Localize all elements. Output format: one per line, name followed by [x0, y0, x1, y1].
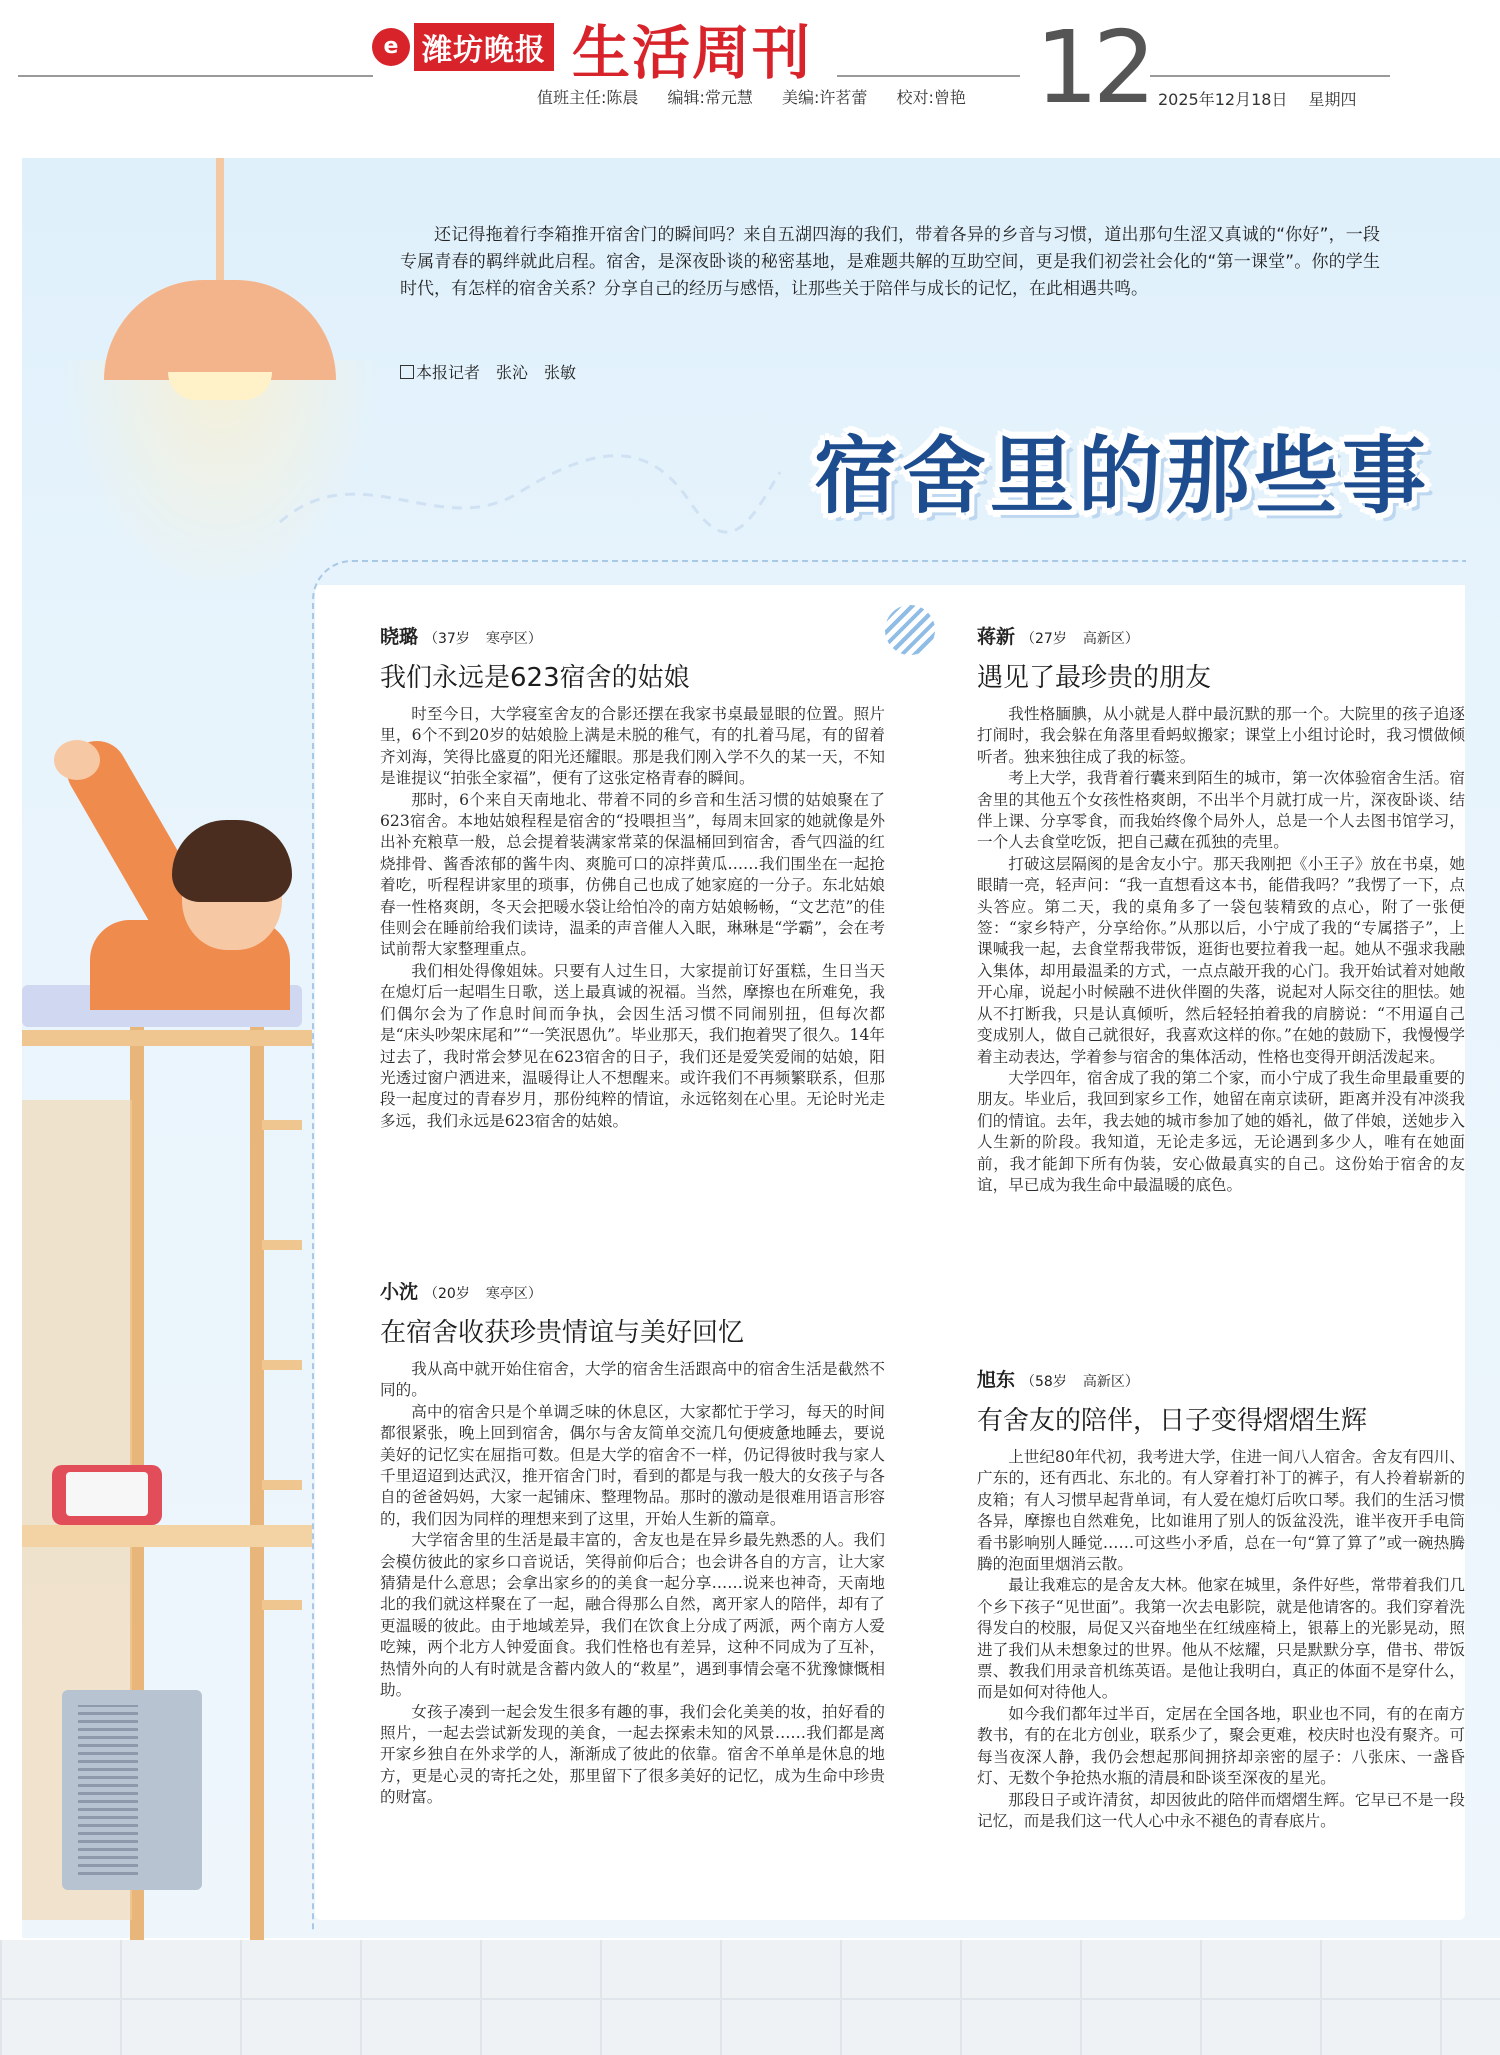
- article-paragraph: 那时，6个来自天南地北、带着不同的乡音和生活习惯的姑娘聚在了623宿舍。本地姑娘程程是宿舍的“投喂担当”，每周末回家的她就像是外出补充粮草一般，总会提着装满家常菜的保温桶回到宿舍，香气四溢的红烧排骨、酱香浓郁的酱牛肉、爽脆可口的凉拌黄瓜……我们围坐在一起抢着吃，听程程讲家里的琐事，仿佛自己也成了她家庭的一分子。东北姑娘春一性格爽朗，冬天会把暖水袋让给怕冷的南方姑娘畅畅，“文艺范”的佳佳则会在睡前给我们读诗，温柔的声音催人入眠，琳琳是“学霸”，会在考试前帮大家整理重点。: [380, 790, 885, 959]
- article-paragraph: 上世纪80年代初，我考进大学，住进一间八人宿舍。舍友有四川、广东的，还有西北、东北的。有人穿着打补丁的裤子，有人拎着崭新的皮箱；有人习惯早起背单词，有人爱在熄灯后吹口琴。我们的生活习惯各异，摩擦也自然难免，比如谁用了别人的饭盆没洗，谁半夜开手电筒看书影响别人睡觉……可这些小矛盾，总在一句“算了算了”或一碗热腾腾的泡面里烟消云散。: [977, 1448, 1465, 1574]
- computer-case-vents: [78, 1705, 138, 1875]
- author-name: 蒋新: [977, 626, 1016, 648]
- credit-proofreader: 校对:曾艳: [896, 88, 966, 107]
- article-paragraph: 打破这层隔阂的是舍友小宁。那天我刚把《小王子》放在书桌，她眼睛一亮，轻声问：“我一直想看这本书，能借我吗？”我愣了一下，点头答应。第二天，我的桌角多了一袋包装精致的点心，附了一张便签：“家乡特产，分享给你。”从那以后，小宁成了我的“专属搭子”，上课喊我一起，去食堂帮我带饭，逛街也要拉着我一起。她从不强求我融入集体，却用最温柔的方式，一点点敲开我的心门。我开始试着对她敞开心扉，说起小时候融不进伙伴圈的失落，说起对人际交往的胆怯。她从不打断我，只是认真倾听，然后轻轻拍着我的肩膀说：“不用逼自己变成别人，做自己就很好，我喜欢这样的你。”在她的鼓励下，我慢慢学着主动表达，学着参与宿舍的集体活动，性格也变得开朗活泼起来。: [977, 854, 1465, 1066]
- article-xudong: [977, 1365, 1465, 1832]
- ladder-rung-4: [262, 1480, 302, 1490]
- feature-title-text: 宿舍里的那些事: [813, 426, 1430, 525]
- ladder-rung-2: [262, 1240, 302, 1250]
- credit-editor: 编辑:常元慧: [667, 88, 753, 107]
- article-paragraph: 那段日子或许清贫，却因彼此的陪伴而熠熠生辉。它早已不是一段记忆，而是我们这一代人心中永不褪色的青春底片。: [977, 1790, 1465, 1830]
- weekday-text: 星期四: [1308, 90, 1357, 109]
- author-district: 寒亭区）: [485, 1286, 542, 1302]
- logo-text: 潍坊晚报: [414, 23, 554, 71]
- lamp-bulb: [168, 372, 272, 400]
- author-district: 高新区）: [1082, 1374, 1139, 1390]
- logo-emblem-icon: e: [372, 28, 410, 66]
- desk-top: [22, 1525, 312, 1547]
- article-body: [977, 1447, 1465, 1832]
- article-paragraph: 大学宿舍里的生活是最丰富的，舍友也是在异乡最先熟悉的人。我们会模仿彼此的家乡口音说话，笑得前仰后合；也会讲各自的方言，让大家猜猜是什么意思；会拿出家乡的的美食一起分享……说来也神奇，天南地北的我们就这样聚在了一起，融合得那么自然，离开家人的陪伴，却有了更温暖的彼此。由于地域差异，我们在饮食上分成了两派，两个南方人爱吃辣，两个北方人钟爱面食。我们性格也有差异，这种不同成为了互补，热情外向的人有时就是含蓄内敛人的“救星”，遇到事情会毫不犹豫慷慨相助。: [380, 1531, 885, 1700]
- article-paragraph: 高中的宿舍只是个单调乏味的休息区，大家都忙于学习，每天的时间都很紧张，晚上回到宿舍，偶尔与舍友简单交流几句便疲惫地睡去，要说美好的记忆实在屈指可数。但是大学的宿舍不一样，仍记得彼时我与家人千里迢迢到达武汉，推开宿舍门时，看到的都是与我一般大的女孩子与各自的爸爸妈妈，大家一起铺床、整理物品。那时的激动是很难用语言形容的，我们因为同样的理想来到了这里，开始人生新的篇章。: [380, 1402, 885, 1528]
- article-paragraph: 最让我难忘的是舍友大林。他家在城里，条件好些，常带着我们几个乡下孩子“见世面”。我第一次去电影院，就是他请客的。我们穿着洗得发白的校服，局促又兴奋地坐在红绒座椅上，银幕上的光影晃动，照进了我们从未想象过的世界。他从不炫耀，只是默默分享，借书、带饭票、教我们用录音机练英语。是他让我明白，真正的体面不是穿什么，而是如何对待他人。: [977, 1576, 1465, 1702]
- issue-date: [1158, 87, 1373, 110]
- article-body: [977, 704, 1465, 1196]
- author-name: 旭东: [977, 1369, 1016, 1391]
- striped-circle-decoration: [885, 605, 935, 655]
- author-age: （58岁: [1021, 1374, 1067, 1390]
- article-paragraph: 我从高中就开始住宿舍，大学的宿舍生活跟高中的宿舍生活是截然不同的。: [380, 1360, 885, 1400]
- ladder-rung-3: [262, 1360, 302, 1370]
- intro-paragraph: 还记得拖着行李箱推开宿舍门的瞬间吗？来自五湖四海的我们，带着各异的乡音与习惯，道出那句生涩又真诚的“你好”，一段专属青春的羁绊就此启程。宿舍，是深夜卧谈的秘密基地，是难题共解的互助空间，更是我们初尝社会化的“第一课堂”。你的学生时代，有怎样的宿舍关系？分享自己的经历与感悟，让那些关于陪伴与成长的记忆，在此相遇共鸣。: [400, 225, 1380, 299]
- masthead: [0, 0, 1500, 125]
- article-body: [380, 1359, 885, 1809]
- game-console-screen: [66, 1472, 148, 1516]
- article-paragraph: 时至今日，大学寝室舍友的合影还摆在我家书桌最显眼的位置。照片里，6个不到20岁的姑娘脸上满是未脱的稚气，有的扎着马尾，有的留着齐刘海，笑得比盛夏的阳光还耀眼。那是我们刚入学不久的某一天，不知是谁提议“拍张全家福”，便有了这张定格青春的瞬间。: [380, 705, 885, 788]
- article-paragraph: 女孩子凑到一起会发生很多有趣的事，我们会化美美的妆，拍好看的照片，一起去尝试新发现的美食，一起去探索未知的风景……我们都是离开家乡独自在外求学的人，渐渐成了彼此的依靠。宿舍不单单是休息的地方，更是心灵的寄托之处，那里留下了很多美好的记忆，成为生命中珍贵的财富。: [380, 1702, 885, 1807]
- byline: [400, 360, 576, 383]
- author-age: （27岁: [1021, 631, 1067, 647]
- bed-rail: [22, 1030, 312, 1046]
- lamp-cord: [216, 158, 224, 288]
- author-age: （20岁: [424, 1286, 470, 1302]
- article-xiaolu: [380, 622, 885, 1132]
- article-paragraph: 考上大学，我背着行囊来到陌生的城市，第一次体验宿舍生活。宿舍里的其他五个女孩性格爽朗，不出半个月就打成一片，深夜卧谈、结伴上课、分享零食，而我始终像个局外人，总是一个人去图书馆学习，一个人去食堂吃饭，把自己藏在孤独的壳里。: [977, 769, 1465, 852]
- author-district: 高新区）: [1082, 631, 1139, 647]
- article-meta: [977, 622, 1465, 649]
- article-meta: [380, 1277, 885, 1304]
- credit-art-editor: 美编:许茗蕾: [782, 88, 868, 107]
- masthead-rule-right: [1150, 75, 1390, 77]
- bed-post-right: [250, 1000, 264, 1940]
- newspaper-logo: [372, 22, 554, 72]
- author-name: 小沈: [380, 1281, 419, 1303]
- article-title: 有舍友的陪伴，日子变得熠熠生辉: [977, 1406, 1368, 1436]
- date-text: 2025年12月18日: [1158, 90, 1288, 109]
- swirl-decoration: [270, 432, 790, 542]
- masthead-rule-left: [18, 75, 373, 77]
- article-xiaoshen: [380, 1277, 885, 1809]
- section-title: 生活周刊: [572, 19, 813, 87]
- article-title: 遇见了最珍贵的朋友: [977, 663, 1212, 693]
- staff-credits: [537, 85, 990, 108]
- article-paragraph: 大学四年，宿舍成了我的第二个家，而小宁成了我生命里最重要的朋友。毕业后，我回到家乡工作，她留在南京读研，距离并没有冲淡我们的情谊。去年，我去她的城市参加了她的婚礼，做了伴娘，送她步入人生新的阶段。我知道，无论走多远，无论遇到多少人，唯有在她面前，我才能卸下所有伪装，安心做最真实的自己。这份始于宿舍的友谊，早已成为我生命中最温暖的底色。: [977, 1068, 1465, 1194]
- article-title: 我们永远是623宿舍的姑娘: [380, 663, 690, 693]
- byline-box-icon: [400, 365, 414, 379]
- ladder-rung-5: [262, 1600, 302, 1610]
- credit-duty-editor: 值班主任:陈晨: [537, 88, 639, 107]
- article-jiangxin: [977, 622, 1465, 1196]
- byline-text: 本报记者 张沁 张敏: [416, 363, 577, 382]
- article-paragraph: 如今我们都年过半百，定居在全国各地，职业也不同，有的在南方教书，有的在北方创业，联系少了，聚会更难，校庆时也没有聚齐。可每当夜深人静，我仍会想起那间拥挤却亲密的屋子：八张床、一盏昏灯、无数个争抢热水瓶的清晨和卧谈至深夜的星光。: [977, 1704, 1465, 1788]
- page-number: 12: [1035, 9, 1151, 126]
- article-title: 在宿舍收获珍贵情谊与美好回忆: [380, 1318, 745, 1348]
- article-meta: [380, 622, 885, 649]
- author-district: 寒亭区）: [485, 631, 542, 647]
- article-body: [380, 704, 885, 1132]
- article-meta: [977, 1365, 1465, 1392]
- ladder-rung-1: [262, 1120, 302, 1130]
- author-age: （37岁: [424, 631, 470, 647]
- feature-title: [782, 404, 1462, 534]
- article-paragraph: 我们相处得像姐妹。只要有人过生日，大家提前订好蛋糕，生日当天在熄灯后一起唱生日歌，送上最真诚的祝福。当然，摩擦也在所难免，我们偶尔会为了作息时间而争执，会因生活习惯不同闹别扭，但每次都是“床头吵架床尾和”“一笑泯恩仇”。毕业那天，我们抱着哭了很久。14年过去了，我时常会梦见在623宿舍的日子，我们还是爱笑爱闹的姑娘，阳光透过窗户洒进来，温暖得让人不想醒来。或许我们不再频繁联系，但那段一起度过的青春岁月，那份纯粹的情谊，永远铭刻在心里。无论时光走多远，我们永远是623宿舍的姑娘。: [380, 961, 885, 1130]
- article-paragraph: 我性格腼腆，从小就是人群中最沉默的那一个。大院里的孩子追逐打闹时，我会躲在角落里看蚂蚁搬家；课堂上小组讨论时，我习惯做倾听者。独来独往成了我的标签。: [977, 705, 1465, 766]
- floor-tiles: [0, 1940, 1500, 2055]
- author-name: 晓璐: [380, 626, 419, 648]
- masthead-rule-mid: [837, 75, 1020, 77]
- person-hand: [54, 740, 100, 780]
